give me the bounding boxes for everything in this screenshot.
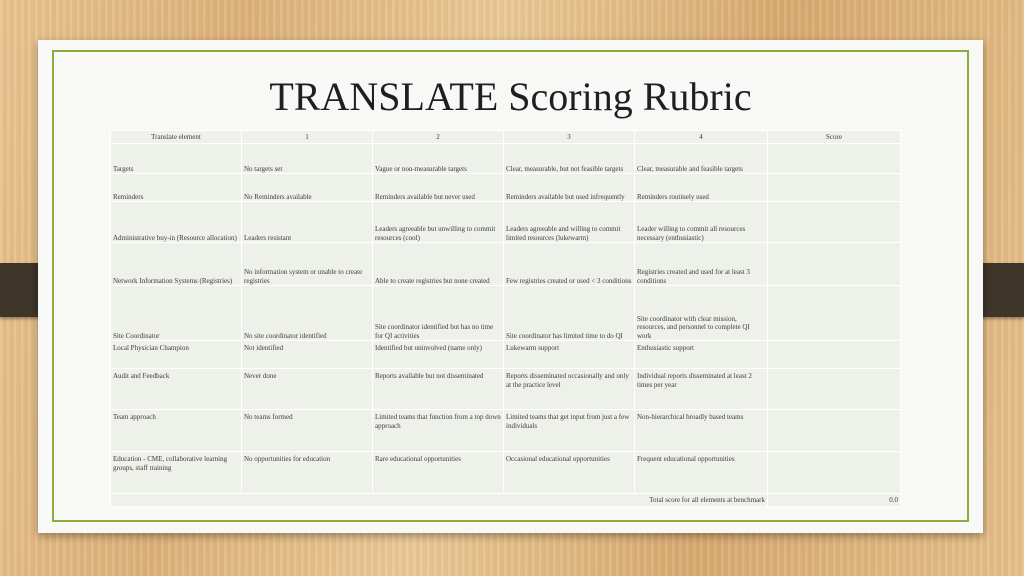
- level-2-cell: Leaders agreeable but unwilling to commit resources (cool): [373, 202, 504, 243]
- level-1-cell: No targets set: [242, 144, 373, 174]
- element-cell: Education - CME, collaborative learning groups, staff training: [111, 452, 242, 494]
- header-cell-level-2: 2: [373, 131, 504, 144]
- score-cell[interactable]: [768, 286, 901, 341]
- rubric-table: [110, 130, 901, 507]
- table-row: [111, 452, 901, 494]
- level-4-cell: Enthusiastic support: [635, 341, 768, 369]
- level-1-cell: No Reminders available: [242, 174, 373, 202]
- score-cell[interactable]: [768, 202, 901, 243]
- element-cell: Network Information Systems (Registries): [111, 243, 242, 286]
- element-cell: Targets: [111, 144, 242, 174]
- level-3-cell: Lukewarm support: [504, 341, 635, 369]
- element-cell: Administrative buy-in (Resource allocation): [111, 202, 242, 243]
- level-1-cell: Not identified: [242, 341, 373, 369]
- level-4-cell: Registries created and used for at least 3 conditions: [635, 243, 768, 286]
- score-cell[interactable]: [768, 174, 901, 202]
- level-3-cell: Reminders available but used infrequently: [504, 174, 635, 202]
- level-2-cell: Able to create registries but none created: [373, 243, 504, 286]
- level-1-cell: Never done: [242, 369, 373, 410]
- header-cell-level-4: 4: [635, 131, 768, 144]
- level-2-cell: Reports available but not disseminated: [373, 369, 504, 410]
- level-2-cell: Site coordinator identified but has no time for QI activities: [373, 286, 504, 341]
- slide-paper: [38, 40, 983, 533]
- level-2-cell: Limited teams that function from a top down approach: [373, 410, 504, 452]
- level-2-cell: Rare educational opportunities: [373, 452, 504, 494]
- level-4-cell: Clear, measurable and feasible targets: [635, 144, 768, 174]
- score-cell[interactable]: [768, 452, 901, 494]
- level-3-cell: Clear, measurable, but not feasible targets: [504, 144, 635, 174]
- level-1-cell: No teams formed: [242, 410, 373, 452]
- table-row: [111, 369, 901, 410]
- level-2-cell: Reminders available but never used: [373, 174, 504, 202]
- level-1-cell: No information system or unable to create registries: [242, 243, 373, 286]
- level-3-cell: Site coordinator has limited time to do QI: [504, 286, 635, 341]
- header-row: [111, 131, 901, 144]
- table-row: [111, 243, 901, 286]
- table-row: [111, 286, 901, 341]
- level-3-cell: Limited teams that get input from just a few individuals: [504, 410, 635, 452]
- level-4-cell: Individual reports disseminated at least 2 times per year: [635, 369, 768, 410]
- level-3-cell: Reports disseminated occasionally and only at the practice level: [504, 369, 635, 410]
- total-row: [111, 494, 901, 507]
- header-cell-level-1: 1: [242, 131, 373, 144]
- element-cell: Local Physician Champion: [111, 341, 242, 369]
- level-2-cell: Vague or non-measurable targets: [373, 144, 504, 174]
- element-cell: Site Coordinator: [111, 286, 242, 341]
- level-4-cell: Reminders routinely used: [635, 174, 768, 202]
- level-4-cell: Frequent educational opportunities: [635, 452, 768, 494]
- table-row: [111, 202, 901, 243]
- level-3-cell: Leaders agreeable and willing to commit limited resources (lukewarm): [504, 202, 635, 243]
- level-3-cell: Few registries created or used < 3 conditions: [504, 243, 635, 286]
- level-1-cell: No site coordinator identified: [242, 286, 373, 341]
- total-score-label: Total score for all elements at benchmark: [111, 494, 768, 507]
- score-cell[interactable]: [768, 144, 901, 174]
- slide-title: TRANSLATE Scoring Rubric: [269, 74, 752, 119]
- level-4-cell: Non-hierarchical broadly based teams: [635, 410, 768, 452]
- table-row: [111, 410, 901, 452]
- level-3-cell: Occasional educational opportunities: [504, 452, 635, 494]
- table-row: [111, 144, 901, 174]
- total-score-value: 0.0: [768, 494, 901, 507]
- table-row: [111, 341, 901, 369]
- level-4-cell: Leader willing to commit all resources necessary (enthusiastic): [635, 202, 768, 243]
- score-cell[interactable]: [768, 341, 901, 369]
- level-2-cell: Identified but uninvolved (name only): [373, 341, 504, 369]
- element-cell: Team approach: [111, 410, 242, 452]
- level-1-cell: No opportunities for education: [242, 452, 373, 494]
- element-cell: Audit and Feedback: [111, 369, 242, 410]
- score-cell[interactable]: [768, 369, 901, 410]
- header-cell-score: Score: [768, 131, 901, 144]
- element-cell: Reminders: [111, 174, 242, 202]
- score-cell[interactable]: [768, 410, 901, 452]
- level-4-cell: Site coordinator with clear mission, resources, and personnel to complete QI work: [635, 286, 768, 341]
- level-1-cell: Leaders resistant: [242, 202, 373, 243]
- header-cell-element: Translate element: [111, 131, 242, 144]
- header-cell-level-3: 3: [504, 131, 635, 144]
- table-row: [111, 174, 901, 202]
- score-cell[interactable]: [768, 243, 901, 286]
